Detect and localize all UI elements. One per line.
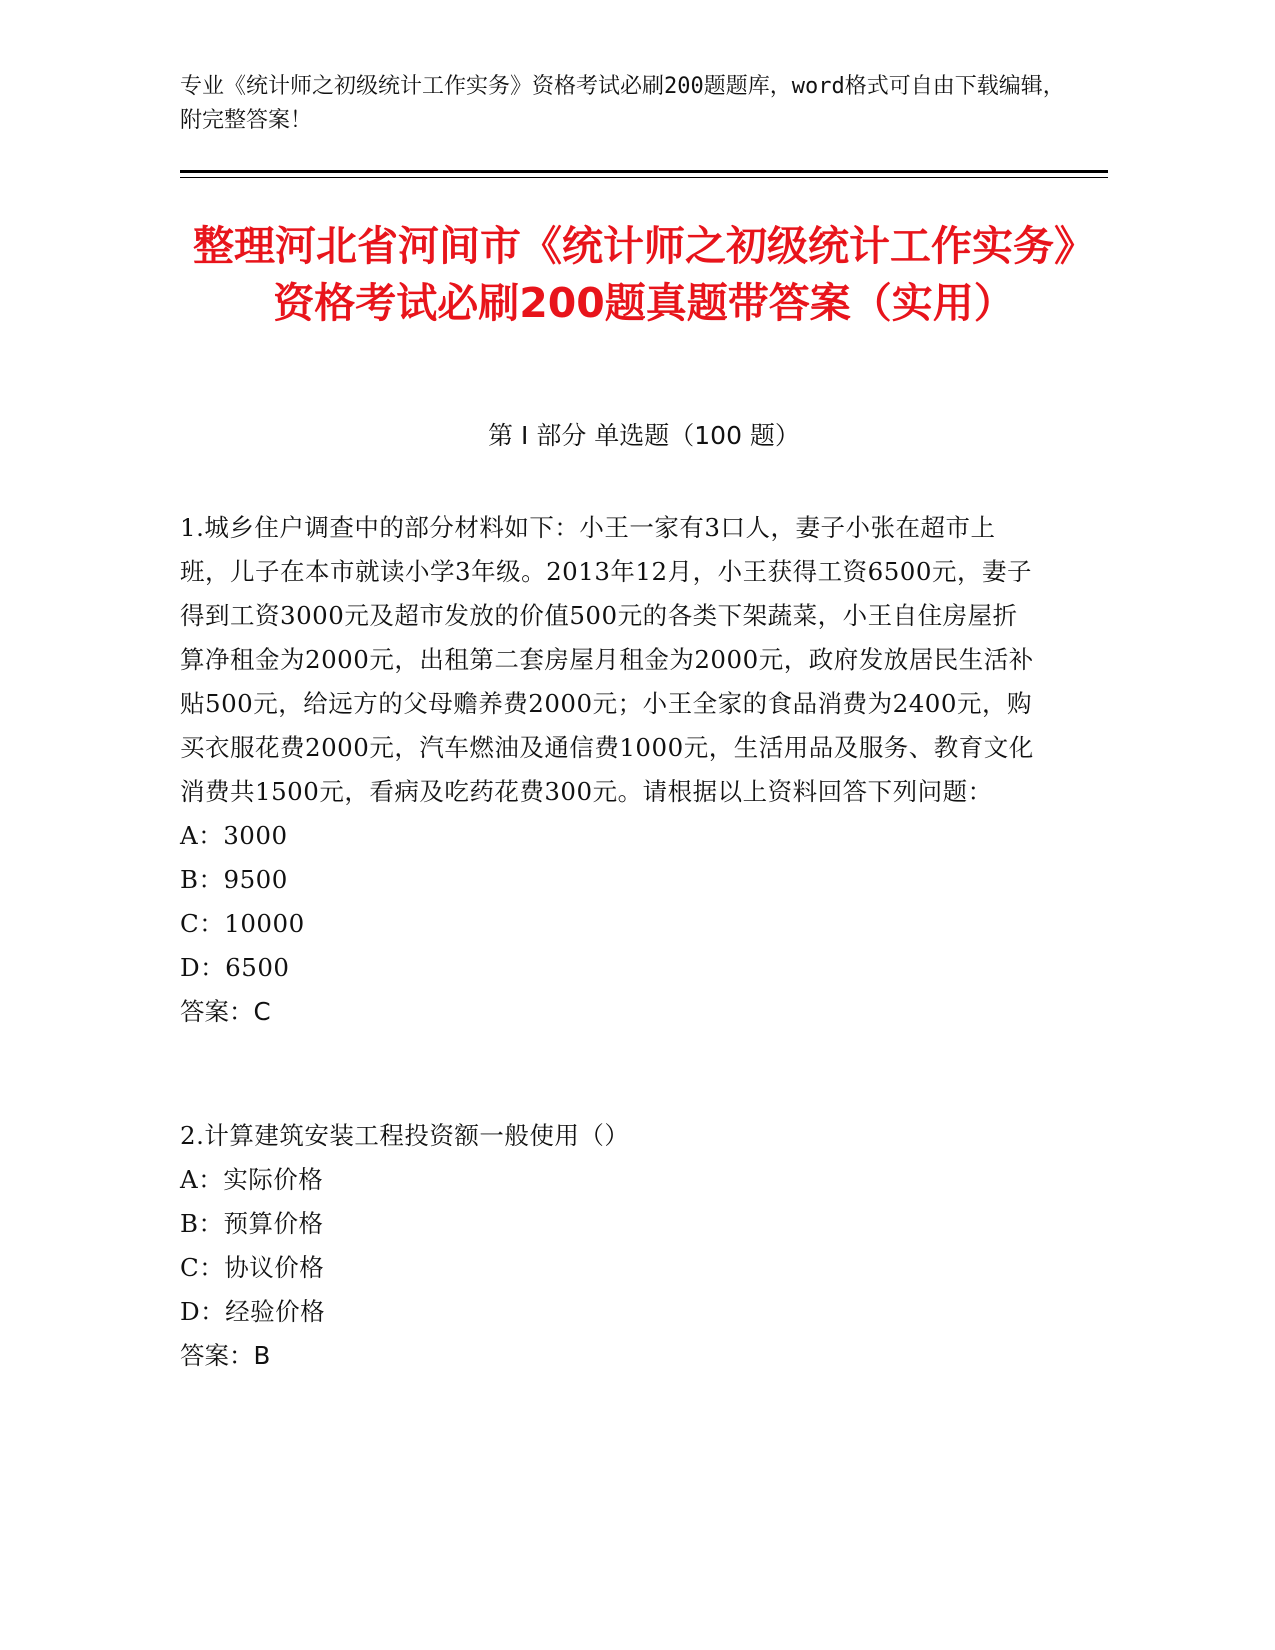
header-rule-thin bbox=[180, 177, 1108, 178]
option-c: C：10000 bbox=[180, 909, 305, 938]
header-rule-thick bbox=[180, 170, 1108, 173]
option-d: D：经验价格 bbox=[180, 1297, 326, 1326]
header-note: 专业《统计师之初级统计工作实务》资格考试必刷200题题库，word格式可自由下载编辑，附完整答案！ bbox=[180, 74, 1065, 133]
question-2 bbox=[180, 1114, 1040, 1378]
answer: 答案：C bbox=[180, 997, 271, 1026]
answer: 答案：B bbox=[180, 1341, 271, 1370]
option-b: B：预算价格 bbox=[180, 1209, 324, 1238]
option-d: D：6500 bbox=[180, 953, 290, 982]
question-1 bbox=[180, 506, 1040, 1034]
option-b: B：9500 bbox=[180, 865, 288, 894]
question-text: 1.城乡住户调查中的部分材料如下：小王一家有3口人，妻子小张在超市上班，儿子在本市就读小学3年级。2013年12月，小王获得工资6500元，妻子得到工资3000元及超市发放的价值500元的各类下架蔬菜，小王自住房屋折算净租金为2000元，出租第二套房屋月租金为2000元，政府发放居民生活补贴500元，给远方的父母赡养费2000元；小王全家的食品消费为2400元，购买衣服花费2000元，汽车燃油及通信费1000元，生活用品及服务、教育文化消费共1500元，看病及吃药花费300元。请根据以上资料回答下列问题： bbox=[180, 513, 1034, 806]
option-c: C：协议价格 bbox=[180, 1253, 325, 1282]
option-a: A：实际价格 bbox=[180, 1165, 324, 1194]
page-title: 整理河北省河间市《统计师之初级统计工作实务》资格考试必刷200题真题带答案（实用） bbox=[193, 222, 1095, 327]
option-a: A：3000 bbox=[180, 821, 288, 850]
section-heading: 第 I 部分 单选题（100 题） bbox=[488, 421, 800, 450]
question-text: 2.计算建筑安装工程投资额一般使用（） bbox=[180, 1121, 630, 1150]
